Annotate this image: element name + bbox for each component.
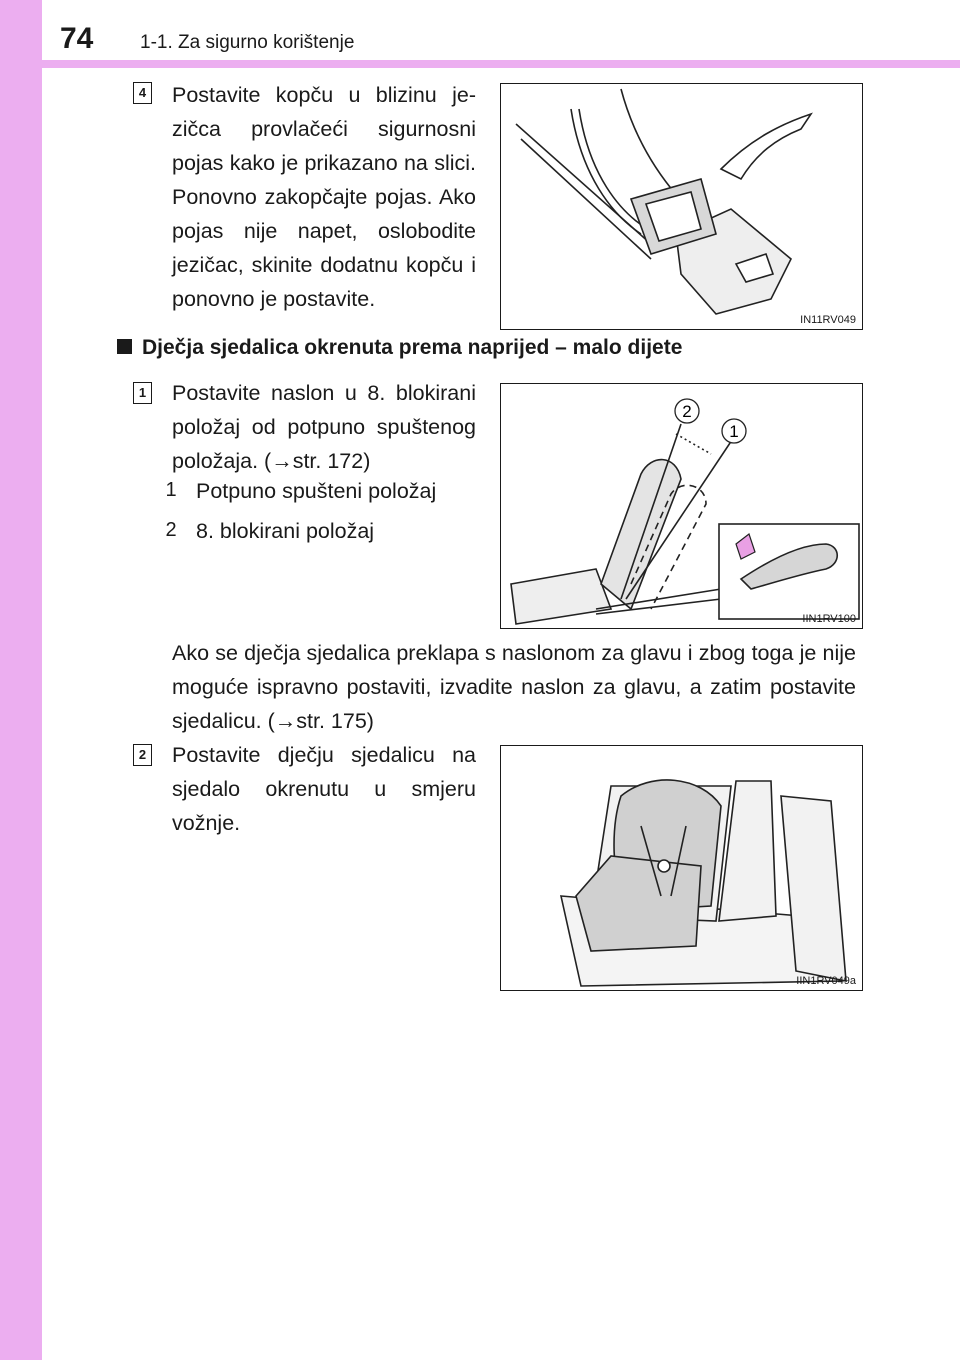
item-number: 1 [165,479,177,501]
seatback-illustration [501,384,862,628]
section-heading-text: Dječja sjedalica okrenuta prema naprijed – malo dijete [142,336,683,359]
step-marker-4: 4 [133,82,152,104]
list-item [160,514,374,548]
callout-2: 2 [682,402,692,421]
figure-id: IN11RV049 [800,314,856,326]
item-number: 2 [165,519,177,541]
page-number: 74 [60,22,94,55]
step1-text: Postavite naslon u 8. blokirani položaj od potpuno spuštenog položaja. (→str. 172) [172,381,476,473]
item-label: 8. blokirani položaj [196,519,375,543]
step-marker-1: 1 [133,382,152,404]
side-color-band [0,0,42,1360]
step-marker-2: 2 [133,744,152,766]
step2-text: Postavite dječju sjedalicu na sjedalo okrenutu u smjeru vožnje. [172,743,476,835]
section-heading [117,336,682,360]
figure-seatback-positions [500,383,863,629]
seatbelt-clip-illustration [501,84,862,329]
step1-note: Ako se dječja sjedalica preklapa s naslonom za glavu i zbog toga je nije moguće ispravno postaviti, izvadite naslon za glavu, a zatim postavite sjedalicu. (→str. 175) [172,641,856,733]
figure-child-seat-forward [500,745,863,991]
header-rule [42,60,960,68]
step4-text: Postavite kopču u blizinu jezičca provlačeći sigurnosni pojas kako je prikazano na slici. Ponovno zakopčajte pojas. Ako pojas nije napet, oslobodite jezičac, skinite dodatnu kopču i ponovno je postavite. [172,83,476,311]
bullet-square-icon [117,339,132,354]
callout-1: 1 [729,422,739,441]
list-item [160,474,436,508]
chapter-title: 1-1. Za sigurno korištenje [140,32,355,53]
figure-id: IIN1RV100 [802,613,856,625]
item-label: Potpuno spušteni položaj [196,479,437,503]
child-seat-illustration [501,746,862,990]
figure-id: IIN1RV049a [796,975,856,987]
figure-seatbelt-clip [500,83,863,330]
